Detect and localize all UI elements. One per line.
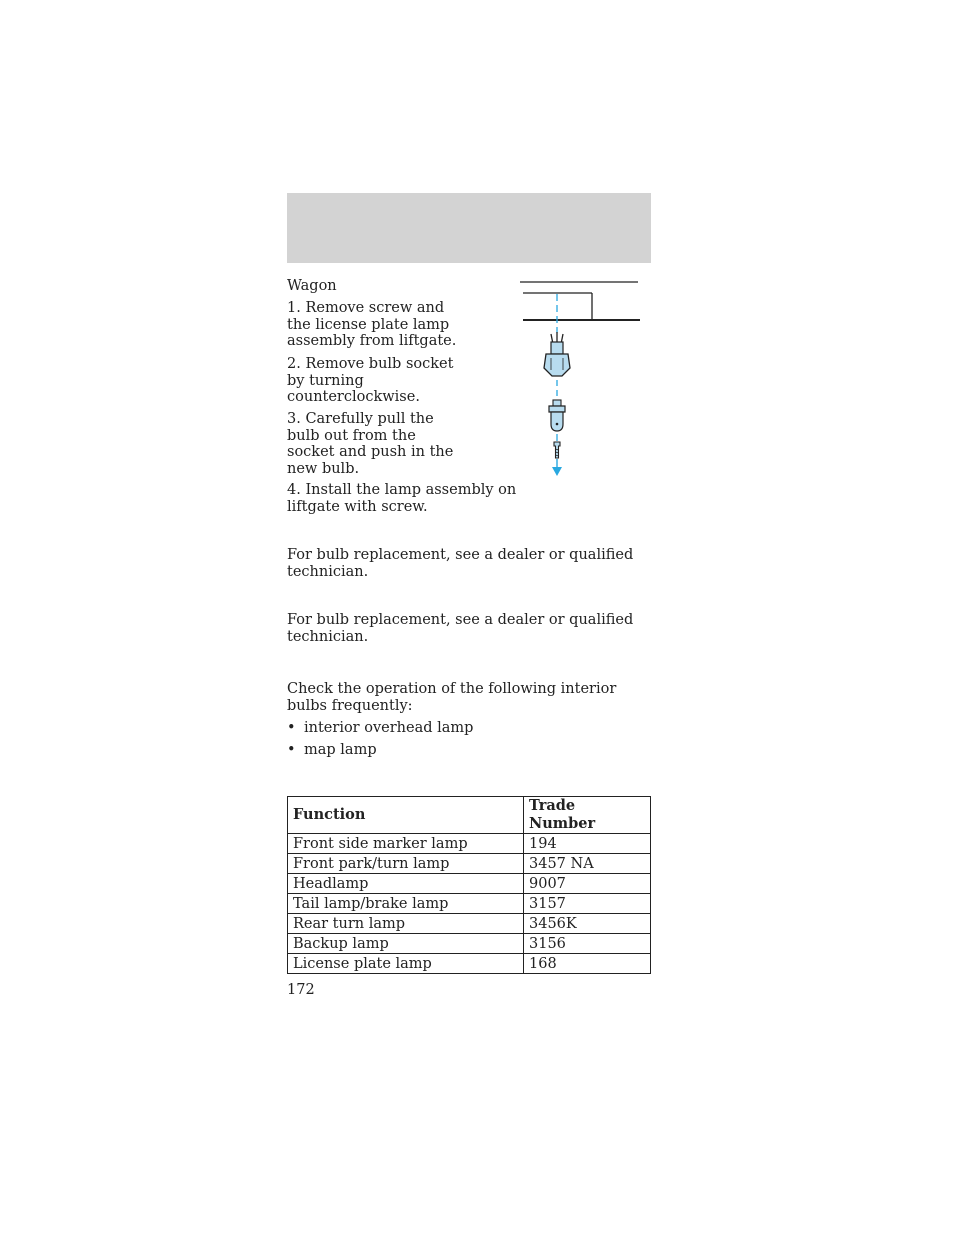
table-row	[288, 914, 651, 934]
table-cell-trade-number: 168	[524, 954, 651, 974]
step-4: 4. Install the lamp assembly on liftgate with screw.	[287, 482, 517, 515]
table-cell-function: Rear turn lamp	[288, 914, 524, 934]
section-header-band	[287, 193, 651, 263]
table-cell-trade-number: 3157	[524, 894, 651, 914]
table-row	[288, 934, 651, 954]
column-header-trade-number: Trade Number	[524, 797, 651, 834]
table-cell-function: Front side marker lamp	[288, 834, 524, 854]
table-row	[288, 954, 651, 974]
table-cell-function: Front park/turn lamp	[288, 854, 524, 874]
table-cell-function: Headlamp	[288, 874, 524, 894]
interior-bulbs-intro: Check the operation of the following interior bulbs frequently:	[287, 681, 617, 714]
table-cell-function: Tail lamp/brake lamp	[288, 894, 524, 914]
list-item-label: map lamp	[304, 742, 377, 758]
section-heading: Wagon	[287, 278, 337, 294]
table-cell-trade-number: 3457 NA	[524, 854, 651, 874]
table-header-row	[288, 797, 651, 834]
table-row	[288, 834, 651, 854]
step-3: 3. Carefully pull the bulb out from the socket and push in the new bulb.	[287, 411, 454, 477]
license-lamp-illustration	[515, 278, 645, 483]
table-cell-trade-number: 3456K	[524, 914, 651, 934]
list-item-label: interior overhead lamp	[304, 720, 474, 736]
arrow-down-icon	[552, 467, 562, 476]
wedge-bulb-icon	[549, 400, 565, 431]
bulb-socket-icon	[544, 332, 570, 376]
table-row	[288, 874, 651, 894]
table-cell-trade-number: 194	[524, 834, 651, 854]
bullet-dot: •	[287, 720, 296, 736]
screw-icon	[554, 442, 560, 458]
dealer-note-1: For bulb replacement, see a dealer or qualified technician.	[287, 547, 634, 580]
page-number: 172	[287, 982, 315, 998]
dealer-note-2: For bulb replacement, see a dealer or qualified technician.	[287, 612, 634, 645]
table-cell-trade-number: 9007	[524, 874, 651, 894]
table-row	[288, 854, 651, 874]
bulb-trade-number-table	[287, 796, 651, 974]
step-1: 1. Remove screw and the license plate lamp assembly from liftgate.	[287, 300, 457, 349]
step-2: 2. Remove bulb socket by turning counterclockwise.	[287, 356, 454, 405]
column-header-function: Function	[288, 797, 524, 834]
table-cell-function: License plate lamp	[288, 954, 524, 974]
table-row	[288, 894, 651, 914]
table-cell-trade-number: 3156	[524, 934, 651, 954]
table-cell-function: Backup lamp	[288, 934, 524, 954]
bullet-dot: •	[287, 742, 296, 758]
